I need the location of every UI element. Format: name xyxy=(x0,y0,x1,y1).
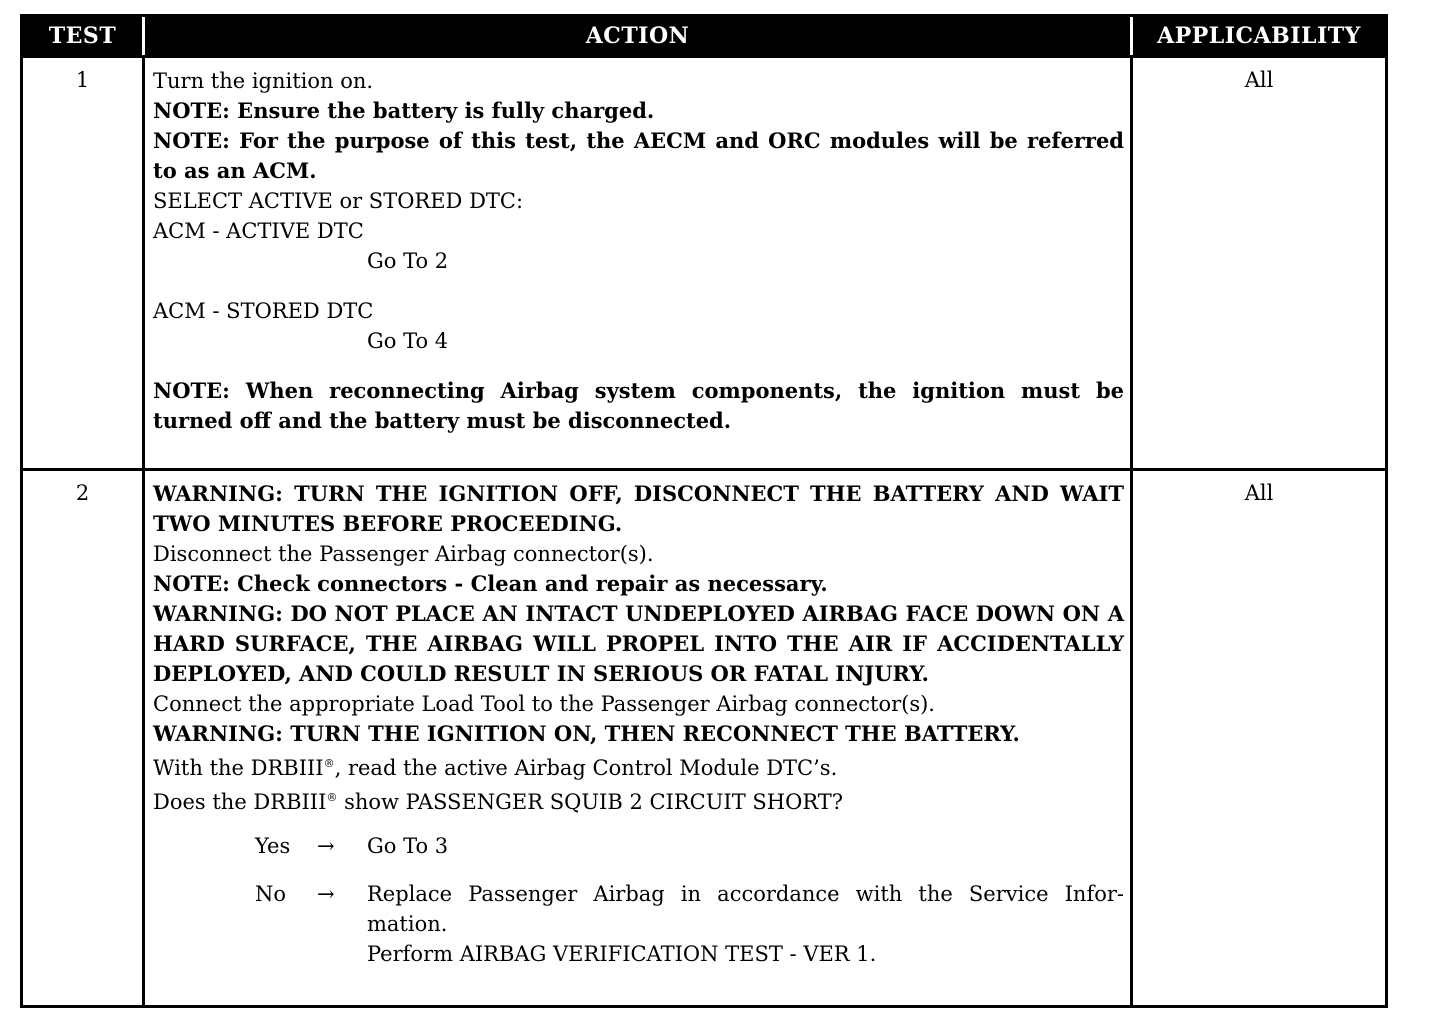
registered-mark: ® xyxy=(326,791,338,804)
action-cell xyxy=(145,471,1133,1005)
diagnostic-test-table xyxy=(20,14,1388,1008)
note-text: NOTE: Ensure the battery is fully charged. xyxy=(153,98,655,123)
warning-text: WARNING: TURN THE IGNITION ON, THEN RECONNECT THE BATTERY. xyxy=(153,721,1020,746)
header-action: ACTION xyxy=(145,17,1133,55)
action-text: Turn the ignition on. xyxy=(153,69,374,93)
note-text: NOTE: Check connectors - Clean and repair as necessary. xyxy=(153,571,828,596)
text-part: , read the active Airbag Control Module DTC’s. xyxy=(334,756,838,780)
goto-text: Go To 2 xyxy=(367,249,449,273)
action-text xyxy=(153,749,1124,783)
goto-text: Go To 4 xyxy=(367,329,449,353)
action-text: SELECT ACTIVE or STORED DTC: xyxy=(153,189,524,213)
applicability-value: All xyxy=(1244,68,1274,92)
text-part: Does the DRBIII xyxy=(153,790,327,814)
no-action-line: Perform AIRBAG VERIFICATION TEST - VER 1. xyxy=(367,942,877,966)
note-text: NOTE: For the purpose of this test, the AECM and ORC modules will be referred to as an ACM. xyxy=(153,128,1124,183)
no-action xyxy=(367,879,1124,969)
test-number: 2 xyxy=(23,471,145,1005)
warning-text: WARNING: DO NOT PLACE AN INTACT UNDEPLOYED AIRBAG FACE DOWN ON A HARD SURFACE, THE AIRBAG WILL PROPEL INTO THE AIR IF ACCIDENTALLY DEPLOYED, AND COULD RESULT IN SERIOUS OR FATAL INJURY. xyxy=(153,601,1124,686)
action-text: Disconnect the Passenger Airbag connector(s). xyxy=(153,542,654,566)
yes-label: Yes xyxy=(255,834,291,858)
no-action-line: Replace Passenger Airbag in accordance with the Service Infor-mation. xyxy=(367,882,1124,936)
header-applicability: APPLICABILITY xyxy=(1157,23,1361,49)
table-row xyxy=(23,468,1385,1005)
option-label: ACM - STORED DTC xyxy=(153,299,374,323)
question-text xyxy=(153,783,1124,817)
text-part: show PASSENGER SQUIB 2 CIRCUIT SHORT? xyxy=(337,790,844,814)
answer-no xyxy=(255,879,1124,969)
action-cell xyxy=(145,58,1133,468)
arrow-right-icon: → xyxy=(317,834,335,858)
header-test: TEST xyxy=(23,17,145,55)
warning-text: WARNING: TURN THE IGNITION OFF, DISCONNECT THE BATTERY AND WAIT TWO MINUTES BEFORE PROCEEDING. xyxy=(153,481,1124,536)
test-number: 1 xyxy=(23,58,145,468)
yes-action: Go To 3 xyxy=(367,834,449,858)
no-label: No xyxy=(255,882,287,906)
arrow-right-icon: → xyxy=(317,882,335,906)
note-text: NOTE: When reconnecting Airbag system components, the ignition must be turned off and the battery must be disconnected. xyxy=(153,378,1124,433)
applicability-value: All xyxy=(1244,481,1274,505)
registered-mark: ® xyxy=(323,757,335,770)
answer-yes xyxy=(255,831,1124,861)
action-text: Connect the appropriate Load Tool to the Passenger Airbag connector(s). xyxy=(153,692,935,716)
table-header xyxy=(23,17,1385,55)
text-part: With the DRBIII xyxy=(153,756,324,780)
option-label: ACM - ACTIVE DTC xyxy=(153,219,364,243)
table-row xyxy=(23,55,1385,468)
